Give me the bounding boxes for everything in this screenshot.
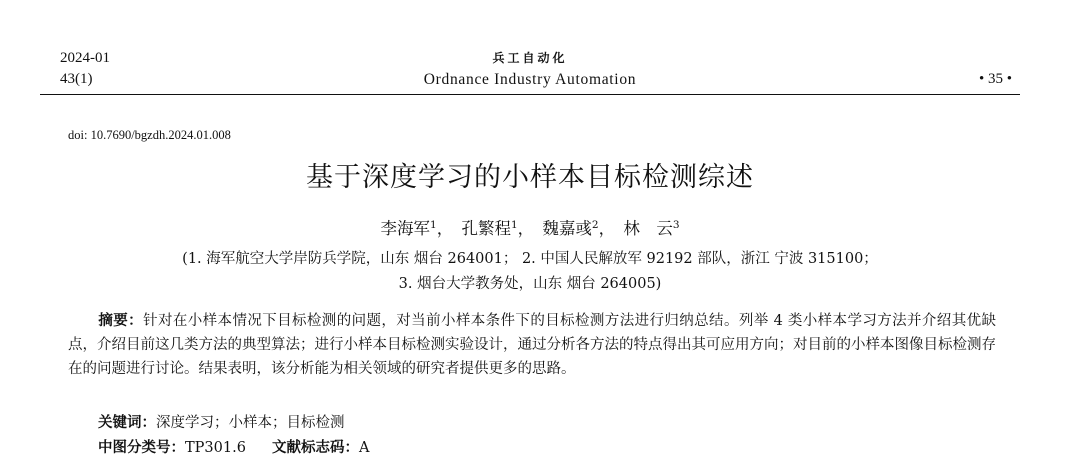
abstract-text: 针对在小样本情况下目标检测的问题，对当前小样本条件下的目标检测方法进行归纳总结。列举 4 类小样本学习方法并介绍其优缺点，介绍目前这几类方法的典型算法；进行小样本目标检测实验设计，通过分析各方法的特点得出其可应用方向；对目前的小样本图像目标检测存在的问题进行讨论。结果表明，该分析能为相关领域的研究者提供更多的思路。 [68, 313, 996, 377]
author-affiliation-mark: 3 [672, 219, 680, 231]
classification-line [98, 436, 369, 460]
author-name: 李海军 [380, 219, 430, 238]
page-number: • 35 • [978, 71, 1012, 87]
clc-value: TP301.6 [185, 440, 246, 456]
keywords-label: 关键词： [98, 415, 156, 431]
paper-title: 基于深度学习的小样本目标检测综述 [306, 162, 754, 193]
affiliation-line: 3. 烟台大学教务处，山东 烟台 264005) [398, 276, 662, 292]
author-list [0, 213, 1060, 241]
journal-name-en: Ordnance Industry Automation [423, 71, 637, 88]
author-name: 魏嘉彧 [542, 219, 592, 238]
keywords [98, 411, 345, 435]
volume-issue: 43(1) [60, 71, 93, 87]
author-name: 林 云 [623, 219, 673, 238]
journal-header [40, 44, 1020, 95]
keywords-text: 深度学习；小样本；目标检测 [156, 415, 345, 431]
issue-date: 2024-01 [60, 50, 110, 66]
abstract [68, 309, 996, 381]
author-separator: ， [436, 219, 454, 238]
doc-code-label: 文献标志码： [271, 440, 359, 456]
author-name: 孔繁程 [461, 219, 511, 238]
journal-name [40, 48, 1020, 90]
author-affiliation-mark: 2 [591, 219, 599, 231]
abstract-label: 摘要： [98, 313, 144, 329]
author-separator: ， [517, 219, 535, 238]
doc-code-value: A [358, 440, 370, 456]
journal-name-cn: 兵工自动化 [492, 51, 568, 65]
doi: doi: 10.7690/bgzdh.2024.01.008 [68, 128, 231, 142]
affiliation-line: (1. 海军航空大学岸防兵学院，山东 烟台 264001； 2. 中国人民解放军 92192 部队，浙江 宁波 315100； [182, 251, 878, 267]
author-separator: ， [598, 219, 616, 238]
author-affiliation-mark: 1 [430, 219, 437, 231]
clc-label: 中图分类号： [98, 440, 185, 456]
author-affiliation-mark: 1 [510, 219, 518, 231]
